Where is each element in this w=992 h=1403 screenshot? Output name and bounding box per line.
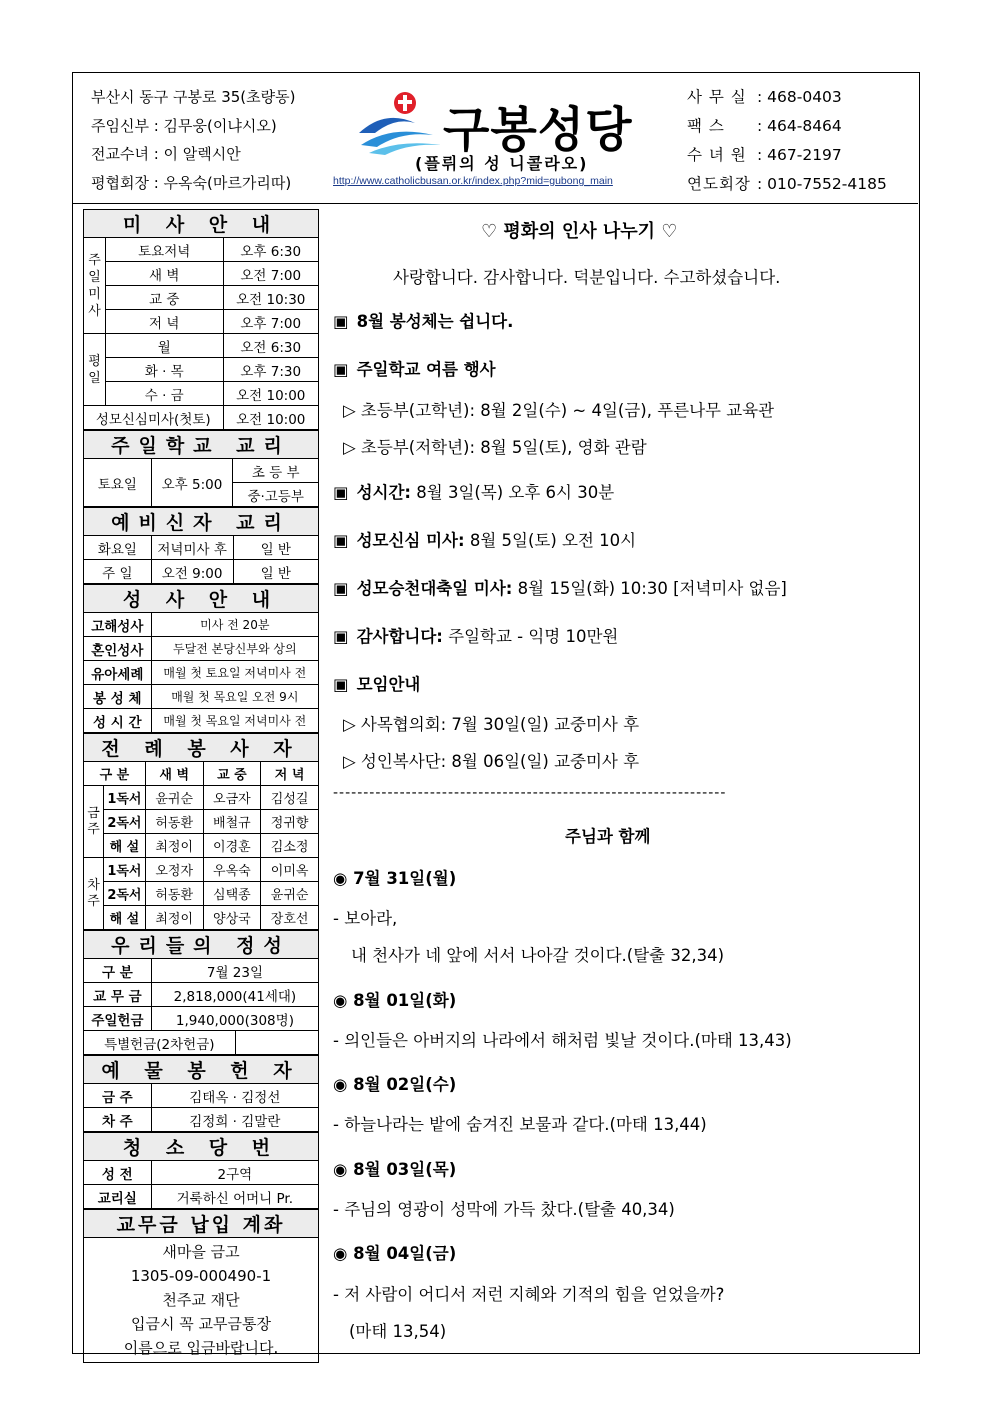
daily-verse-1b: 내 천사가 네 앞에 서서 나아갈 것이다.(탈출 32,34) <box>351 946 725 965</box>
notice-sunday-school: ▣ 주일학교 여름 행사 <box>333 360 496 379</box>
daily-verse-5a: - 저 사람이 어디서 저런 지혜와 기적의 힘을 얻었을까? <box>333 1285 725 1304</box>
daily-date-4: ◉ 8월 03일(목) <box>333 1160 457 1179</box>
devotion-mass: 성모신심미사(첫토) <box>84 406 224 430</box>
sunday-school-table: 주일학교 교리 토요일 오후 5:00 초 등 부 중·고등부 <box>83 430 319 507</box>
account-title: 교무금 납입 계좌 <box>84 1210 319 1238</box>
flower-title: 예 물 봉 헌 자 <box>84 1056 319 1084</box>
altar-title: 전 례 봉 사 자 <box>84 734 319 762</box>
church-name: 구봉성당 <box>443 102 633 158</box>
patron-saint: (플뤼의 성 니콜라오) <box>415 154 589 173</box>
daily-verse-4: - 주님의 영광이 성막에 가득 찼다.(탈출 40,34) <box>333 1200 675 1219</box>
mass-title: 미 사 안 내 <box>84 210 319 238</box>
catechumen-table: 예비신자 교리 화요일 저녁미사 후 일 반 주 일 오전 9:00 일 반 <box>83 507 319 584</box>
daily-verse-2: - 의인들은 아버지의 나라에서 해처럼 빛날 것이다.(마태 13,43) <box>333 1031 792 1050</box>
contact-fax: 팩 스 : 464-8464 <box>687 117 842 135</box>
contact-convent: 수 녀 원 : 467-2197 <box>687 146 842 164</box>
daily-date-2: ◉ 8월 01일(화) <box>333 991 457 1010</box>
sacrament-title: 성 사 안 내 <box>84 585 319 613</box>
divider: ----------------------------------------------------------------- <box>333 785 727 801</box>
mass-schedule-table: 미 사 안 내 주일미사 토요저녁 오후 6:30 새 벽 오전 7:00 교 중 오전 10:30 저 녁 오후 7:00 평일 월 오전 6:30 화 · 목 오후 7:30 수 · 금 오전 10:00 성모신심미사(첫토) 오전 10:00 <box>83 209 319 430</box>
notice-devotion-mass: ▣ 성모신심 미사: 8월 5일(토) 오전 10시 <box>333 531 637 550</box>
address: 부산시 동구 구봉로 35(초량동) <box>91 88 296 106</box>
contact-funeral: 연도회장 : 010-7552-4185 <box>687 175 887 193</box>
sunday-school-title: 주일학교 교리 <box>84 431 319 459</box>
peace-title: ♡ 평화의 인사 나누기 ♡ <box>481 221 678 242</box>
peace-text: 사랑합니다. 감사합니다. 덕분입니다. 수고하셨습니다. <box>393 268 781 287</box>
flower-offering-table: 예 물 봉 헌 자 금 주 김태옥 · 김정선 차 주 김정희 · 김말란 <box>83 1055 319 1132</box>
offering-table: 우리들의 정성 구 분 7월 23일 교 무 금 2,818,000(41세대) 주일헌금 1,940,000(308명) 특별헌금(2차헌금) <box>83 930 319 1055</box>
notice-meeting-servers: ▷ 성인복사단: 8월 06일(일) 교중미사 후 <box>343 752 640 771</box>
daily-verse-1a: - 보아라, <box>333 909 398 928</box>
sunday-label: 주일미사 <box>84 238 106 334</box>
with-lord-title: 주님과 함께 <box>565 827 651 846</box>
cleaning-table: 청 소 당 번 성 전 2구역 교리실 거룩하신 어머니 Pr. <box>83 1132 319 1209</box>
header-left <box>91 83 296 197</box>
notice-sunday-school-upper: ▷ 초등부(고학년): 8월 2일(수) ~ 4일(금), 푸른나무 교육관 <box>343 401 775 420</box>
altar-servers-table: 전 례 봉 사 자 구 분 새 벽 교 중 저 녁 금주 1독서 윤귀순 오금자 김성길 2독서 허동환 배철규 정귀향 해 설 최정이 이경훈 김소정 차주 1독서 오정자 우옥숙 이미옥 2독서 허동환 심택종 윤귀순 해 설 최정이 양상국 장호선 <box>83 733 319 930</box>
weekday-label: 평일 <box>84 334 106 406</box>
council-president: 평협회장 : 우옥숙(마르가리따) <box>91 173 292 192</box>
sister: 전교수녀 : 이 알렉시안 <box>91 145 241 163</box>
church-emblem-icon <box>355 89 447 155</box>
catechumen-title: 예비신자 교리 <box>84 508 319 536</box>
notice-meeting-council: ▷ 사목협의회: 7월 30일(일) 교중미사 후 <box>343 715 640 734</box>
offering-title: 우리들의 정성 <box>84 931 319 959</box>
website-link[interactable]: http://www.catholicbusan.or.kr/index.php?mid=gubong_main <box>333 175 613 187</box>
daily-verse-3: - 하늘나라는 밭에 숨겨진 보물과 같다.(마태 13,44) <box>333 1115 707 1134</box>
notice-assumption-mass: ▣ 성모승천대축일 미사: 8월 15일(화) 10:30 [저녁미사 없음] <box>333 579 787 598</box>
sacrament-table: 성 사 안 내 고해성사 미사 전 20분 혼인성사 두달전 본당신부와 상의 유아세례 매월 첫 토요일 저녁미사 전 봉 성 체 매월 첫 목요일 오전 9시 성 시 간 매월 첫 목요일 저녁미사 전 <box>83 584 319 733</box>
sidebar <box>83 209 319 1363</box>
contact-office: 사 무 실 : 468-0403 <box>687 88 842 106</box>
church-logo <box>333 87 655 199</box>
daily-date-5: ◉ 8월 04일(금) <box>333 1244 457 1263</box>
notice-home-communion: ▣ 8월 봉성체는 쉽니다. <box>333 312 514 331</box>
notice-thanks: ▣ 감사합니다: 주일학교 - 익명 10만원 <box>333 627 619 646</box>
notice-meetings: ▣ 모임안내 <box>333 675 421 694</box>
bulletin-page <box>72 72 920 1357</box>
daily-date-3: ◉ 8월 02일(수) <box>333 1075 457 1094</box>
daily-verse-5b: (마태 13,54) <box>349 1322 447 1341</box>
header-contacts <box>687 83 887 199</box>
pastor: 주임신부 : 김무웅(이냐시오) <box>91 116 277 135</box>
cleaning-title: 청 소 당 번 <box>84 1133 319 1161</box>
header <box>73 73 918 204</box>
account-table: 교무금 납입 계좌 새마을 금고 1305-09-000490-1 천주교 재단 입금시 꼭 교무금통장 이름으로 입금바랍니다. <box>83 1209 319 1363</box>
notice-holy-hour: ▣ 성시간: 8월 3일(목) 오후 6시 30분 <box>333 483 615 502</box>
daily-date-1: ◉ 7월 31일(월) <box>333 869 457 888</box>
notice-sunday-school-lower: ▷ 초등부(저학년): 8월 5일(토), 영화 관람 <box>343 438 647 457</box>
